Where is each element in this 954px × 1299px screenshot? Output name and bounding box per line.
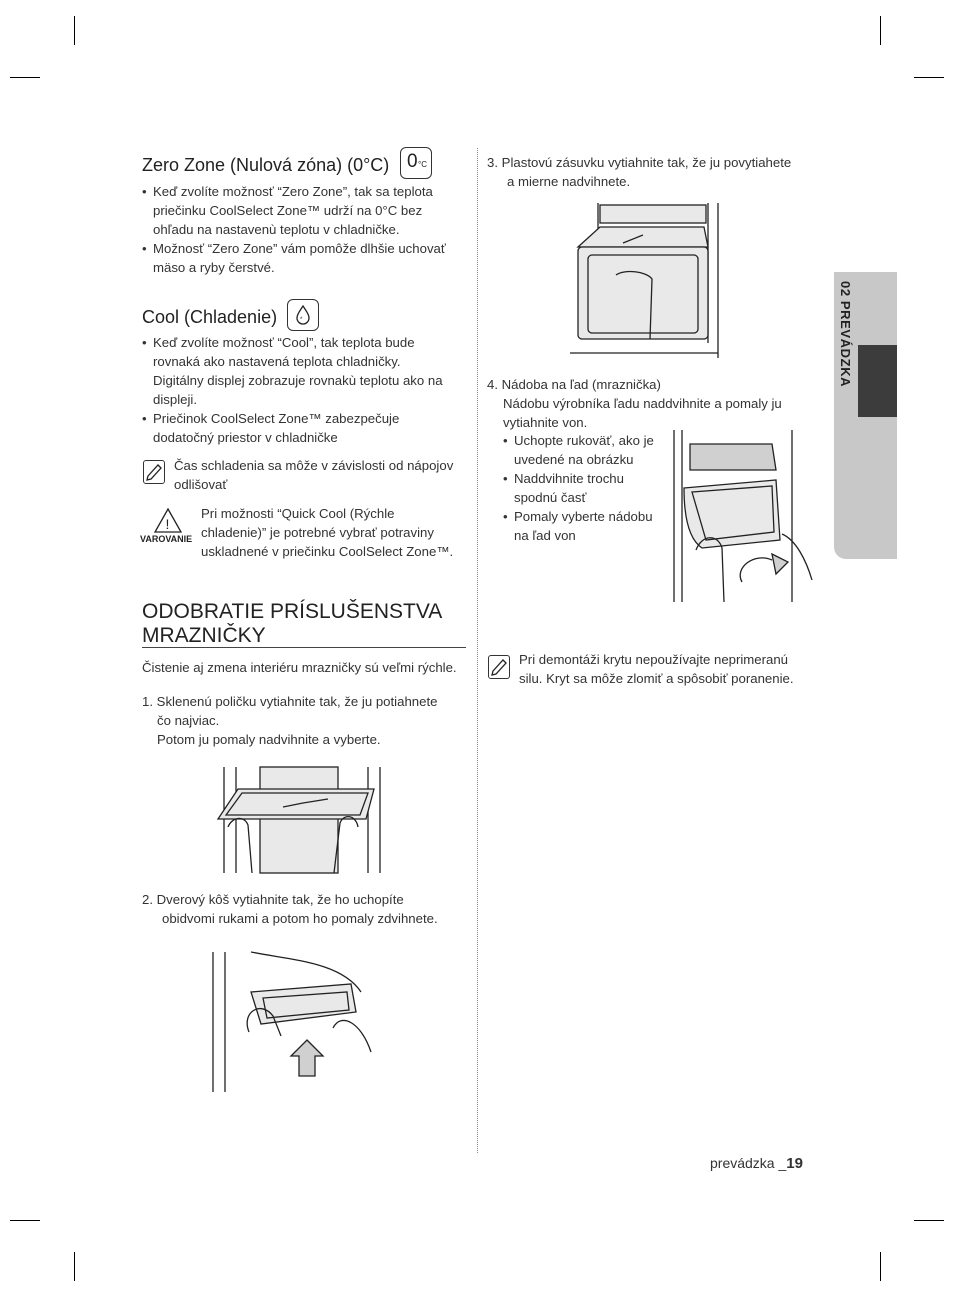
note-icon [488,655,510,679]
cool-title: Cool (Chladenie) [142,307,278,327]
list-item: • Pomaly vyberte nádobu na ľad von [503,507,673,545]
step-2: 2. Dverový kôš vytiahnite tak, že ho uchopíte obidvomi rukami a potom ho pomaly zdvihnete. [142,892,438,926]
crop-mark [74,1252,75,1281]
cool-list [142,333,462,447]
crop-mark [914,1220,944,1221]
step-4-list [503,431,673,545]
note-text-2: Pri demontáži krytu nepoužívajte neprimeranú silu. Kryt sa môže zlomiť a spôsobiť poranenie. [519,652,794,686]
list-item: • Uchopte rukoväť, ako je uvedené na obrázku [503,431,673,469]
note-icon [143,460,165,484]
list-item: • Keď zvolíte možnosť “Zero Zone”, tak sa teplota priečinku CoolSelect Zone™ udrží na 0°C bez ohľadu na nastavenù teplotu v chladničke. [142,182,462,239]
section-rule [142,647,466,648]
list-item: • Keď zvolíte možnosť “Cool”, tak teplota bude rovnaká ako nastavená teplota chladničky. Digitálny displej zobrazuje rovnakù teplotu ako na displeji. [142,333,462,409]
svg-text:!: ! [165,516,170,532]
cool-heading [142,307,277,328]
crop-mark [10,77,40,78]
step-4: 4. Nádoba na ľad (mraznička) Nádobu výrobníka ľadu naddvihnite a pomaly ju vytiahnite von. [487,377,782,430]
drawer-illustration [568,203,720,358]
zero-zone-list [142,182,462,277]
door-bin-illustration [211,952,386,1092]
column-divider [477,148,478,1153]
zero-zone-heading [142,155,389,176]
intro-text: Čistenie aj zmena interiéru mrazničky sú veľmi rýchle. [142,660,457,675]
zero-zone-title: Zero Zone (Nulová zóna) (0°C) [142,155,390,175]
crop-mark [10,1220,40,1221]
side-tab-label: 02 PREVÁDZKA [838,281,853,388]
crop-mark [74,16,75,45]
crop-mark [914,77,944,78]
side-tab-marker [858,345,897,417]
note-text: Čas schladenia sa môže v závislosti od nápojov odlišovať [174,458,454,492]
zero-zone-icon: 0 °C [400,147,432,179]
crop-mark [880,16,881,45]
footer-text: prevádzka _ [710,1155,787,1171]
warning-label: VAROVANIE [140,534,193,544]
warning-text: Pri možnosti “Quick Cool (Rýchle chladenie)” je potrebné vybrať potraviny uskladnené v priečinku CoolSelect Zone™. [201,506,454,559]
step-1: 1. Sklenenú poličku vytiahnite tak, že ju potiahnete čo najviac. Potom ju pomaly nadvihnite a vyberte. [142,694,438,747]
list-item: • Možnosť “Zero Zone” vám pomôže dlhšie uchovať mäso a ryby čerstvé. [142,239,462,277]
warning-icon [154,508,182,533]
cool-icon [287,299,319,331]
svg-text:*: * [300,317,303,323]
list-item: • Priečinok CoolSelect Zone™ zabezpečuje dodatočný priestor v chladničke [142,409,462,447]
list-item: • Naddvihnite trochu spodnú časť [503,469,673,507]
shelf-illustration [208,767,388,873]
footer [710,1155,803,1172]
step-3: 3. Plastovú zásuvku vytiahnite tak, že ju povytiahete a mierne nadvihnete. [487,155,792,189]
crop-mark [880,1252,881,1281]
ice-bucket-illustration [672,430,812,602]
page-number: 19 [786,1155,803,1172]
section-title: ODOBRATIE PRÍSLUŠENSTVA MRAZNIČKY [142,600,443,647]
